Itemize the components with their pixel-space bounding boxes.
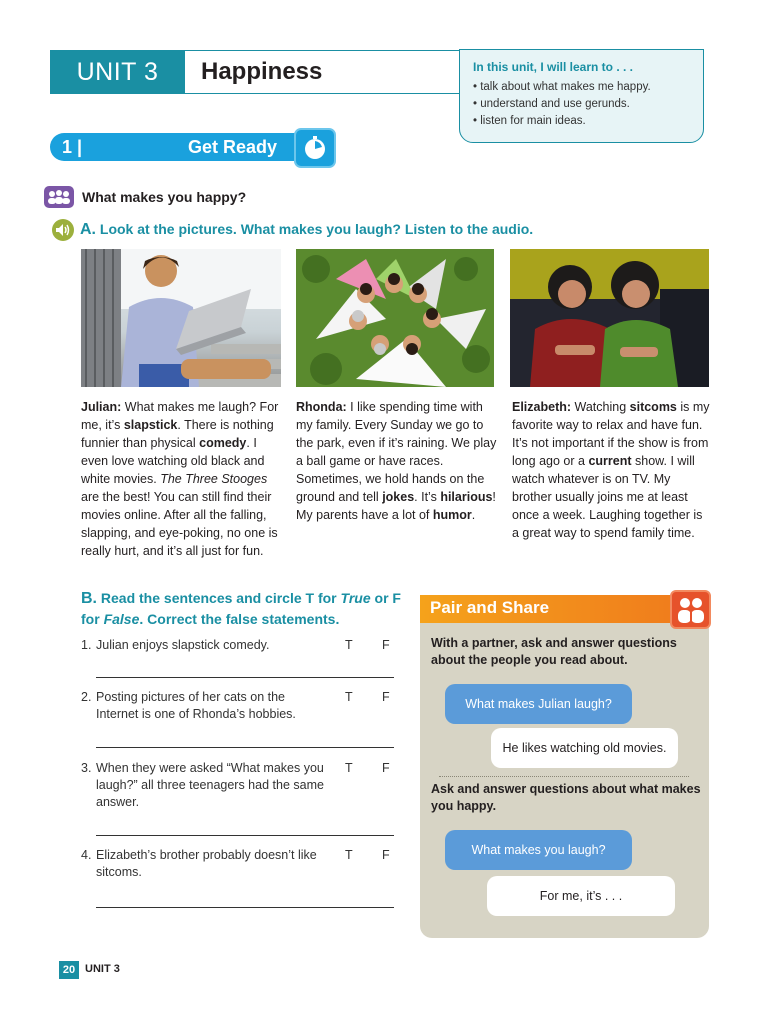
answer-line[interactable] (96, 747, 394, 748)
section-label: Get Ready (188, 137, 278, 157)
vocabulary-word: current (588, 454, 632, 468)
pair-share-instruction-1: With a partner, ask and answer questions about the people you read about. (431, 636, 677, 667)
exercise-b-heading (81, 588, 406, 629)
dotted-divider (439, 776, 689, 777)
false-option[interactable]: F (382, 638, 390, 652)
reading-text: I like spending time with my family. Every Sunday we go to the park, even if it’s raining. We play a ball game or have races. Sometimes, we hold hands on the ground and tell (296, 400, 497, 504)
learning-goal-item: • listen for main ideas. (473, 115, 586, 127)
answer-line[interactable] (96, 907, 394, 908)
true-option[interactable]: T (345, 761, 353, 775)
vocabulary-word: comedy (199, 436, 247, 450)
reading-text: ! My parents have a lot of (296, 490, 496, 522)
vocabulary-word: sitcoms (629, 400, 677, 414)
false-option[interactable]: F (382, 848, 390, 862)
vocabulary-word: humor (432, 508, 472, 522)
reading-text: . I even love watching old black and white movies. (81, 436, 265, 486)
group-discussion-icon (44, 186, 74, 208)
speaker-name: Elizabeth: (512, 400, 572, 414)
vocabulary-word: hilarious (440, 490, 493, 504)
speaker-name: Rhonda: (296, 400, 347, 414)
false-option[interactable]: F (382, 761, 390, 775)
speech-bubble-question-2: What makes you laugh? (445, 830, 632, 870)
reading-text: . It’s (414, 490, 441, 504)
speech-bubble-answer-2: For me, it’s . . . (487, 876, 675, 916)
reading-text: . (471, 508, 476, 522)
audio-speaker-icon[interactable] (52, 219, 74, 241)
reading-text: is my favorite way to relax and have fun. It’s not important if the show is from long ago or a (512, 400, 710, 468)
item-number: 1. (81, 638, 92, 652)
question-text: What makes you happy? (82, 189, 247, 205)
reading-julian (81, 398, 281, 560)
true-option[interactable]: T (345, 690, 353, 704)
answer-line[interactable] (96, 835, 394, 836)
stopwatch-icon (294, 128, 336, 168)
speech-bubble-answer-1: He likes watching old movies. (491, 728, 678, 768)
answer-line[interactable] (96, 677, 394, 678)
photo-julian-laptop (81, 249, 281, 387)
learning-goals-title: In this unit, I will learn to . . . (473, 60, 634, 74)
exercise-b-text-3: . Correct the false statements. (139, 611, 340, 627)
photo-elizabeth-watching-tv (510, 249, 709, 387)
exercise-a-letter: A. (80, 221, 96, 238)
speech-bubble-question-1: What makes Julian laugh? (445, 684, 632, 724)
pair-share-title: Pair and Share (420, 595, 675, 623)
false-option[interactable]: F (382, 690, 390, 704)
vocabulary-word: slapstick (123, 418, 178, 432)
reading-text: What makes me laugh? For me, it’s (81, 400, 279, 432)
footer-unit-label: UNIT 3 (85, 963, 120, 975)
reading-text: . There is nothing funnier than physical (81, 418, 274, 450)
reading-text: are the best! You can still find their movies online. After all the falling, slapping, and eye-poking, no one is really hurt, and it’s all just for fun. (81, 490, 278, 558)
item-statement: Posting pictures of her cats on the Internet is one of Rhonda’s hobbies. (96, 690, 296, 721)
learning-goal-item: • understand and use gerunds. (473, 98, 630, 110)
exercise-b-letter: B. (81, 590, 97, 607)
unit-title: Happiness (185, 50, 460, 94)
pair-people-icon (670, 590, 711, 629)
item-number: 4. (81, 848, 92, 862)
section-number: 1 | (62, 137, 83, 157)
exercise-a-heading (52, 219, 533, 241)
learning-goals-box (459, 49, 704, 143)
speaker-name: Julian: (81, 400, 122, 414)
exercise-b-text-1: Read the sentences and circle T for (100, 590, 341, 606)
section-banner (50, 133, 300, 161)
item-statement: Elizabeth’s brother probably doesn’t like sitcoms. (96, 848, 317, 879)
item-statement: Julian enjoys slapstick comedy. (96, 638, 270, 652)
exercise-b-text-2: or F for (81, 590, 401, 627)
reading-rhonda (296, 398, 501, 524)
vocabulary-word: jokes (382, 490, 415, 504)
photo-rhonda-family-circle (296, 249, 494, 387)
reading-text: show. I will watch whatever is on TV. My brother usually joins me at least once a week. Laughing together is a great way to spend family time. (512, 454, 703, 540)
item-statement: When they were asked “What makes you laugh?” all three teenagers had the same answer. (96, 761, 324, 809)
reading-text: Watching (571, 400, 630, 414)
exercise-b-true-word: True (340, 590, 371, 606)
true-option[interactable]: T (345, 848, 353, 862)
item-number: 2. (81, 690, 92, 704)
exercise-a-instruction: Look at the pictures. What makes you laugh? Listen to the audio. (99, 221, 534, 237)
exercise-b-false-word: False (103, 611, 140, 627)
discussion-question (44, 186, 246, 208)
reading-elizabeth (512, 398, 712, 542)
page-number: 20 (59, 961, 79, 979)
unit-label: UNIT 3 (50, 50, 185, 94)
item-number: 3. (81, 761, 92, 775)
pair-share-instruction-2: Ask and answer questions about what makes you happy. (431, 782, 701, 813)
reading-text: The Three Stooges (160, 472, 268, 486)
true-option[interactable]: T (345, 638, 353, 652)
learning-goal-item: • talk about what makes me happy. (473, 81, 651, 93)
